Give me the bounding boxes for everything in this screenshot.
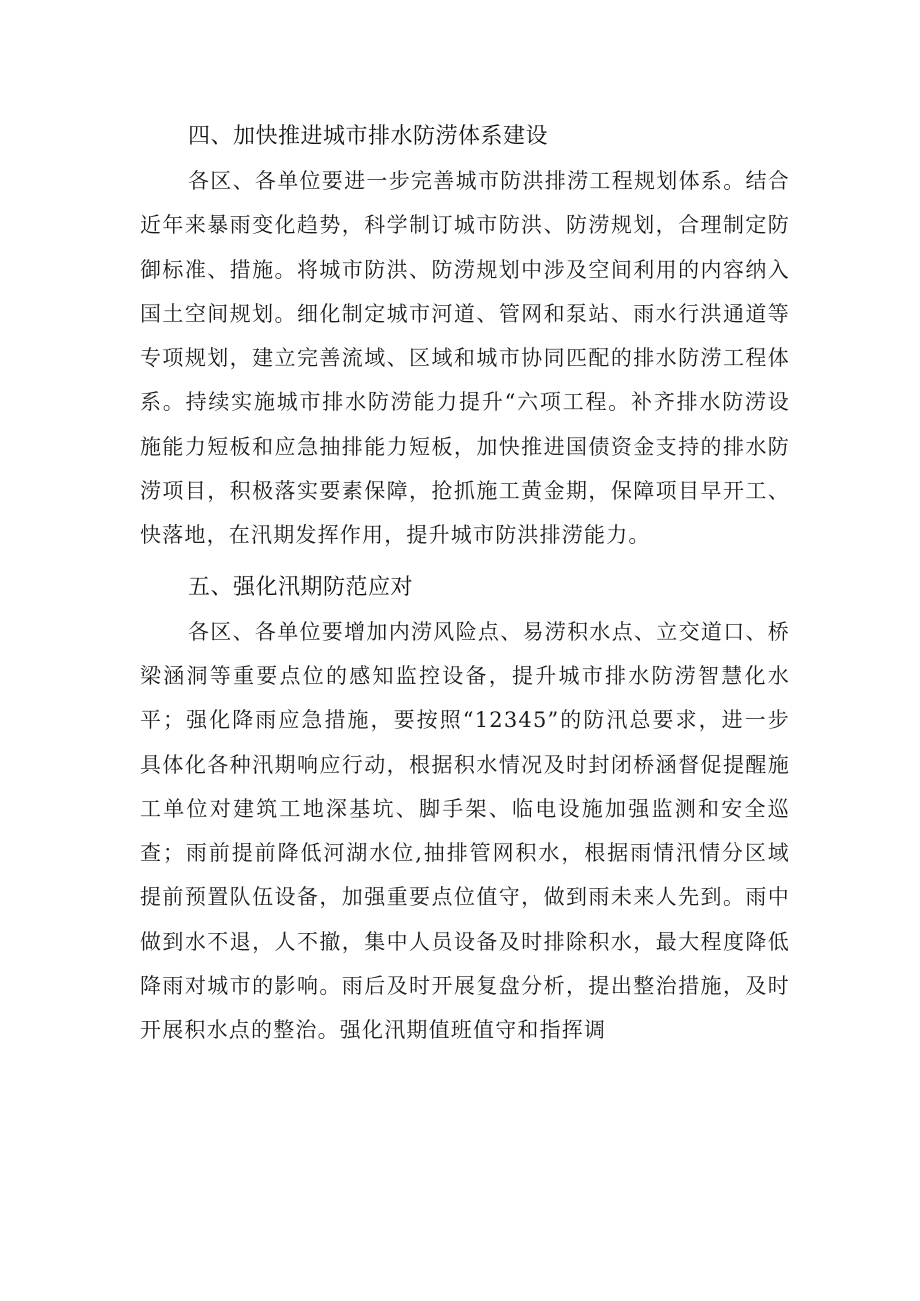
section-heading-4: 四、加快推进城市排水防涝体系建设 xyxy=(188,124,549,149)
section-heading-5: 五、强化汛期防范应对 xyxy=(188,574,414,600)
document-body xyxy=(140,115,790,1053)
section-paragraph-5: 各区、各单位要增加内涝风险点、易涝积水点、立交道口、桥梁涵洞等重要点位的感知监控设备，提升城市排水防涝智慧化水平；强化降雨应急措施，要按照“12345”的防汛总要求，进一步具体化各种汛期响应行动，根据积水情况及时封闭桥涵督促提醒施工单位对建筑工地深基坑、脚手架、临电设施加强监测和安全巡查；雨前提前降低河湖水位,抽排管网积水，根据雨情汛情分区域提前预置队伍设备，加强重要点位值守，做到雨未来人先到。雨中做到水不退，人不撤，集中人员设备及时排除积水，最大程度降低降雨对城市的影响。雨后及时开展复盘分析，提出整治措施，及时开展积水点的整治。强化汛期值班值守和指挥调 xyxy=(140,619,790,1043)
section-paragraph-4: 各区、各单位要进一步完善城市防洪排涝工程规划体系。结合近年来暴雨变化趋势，科学制订城市防洪、防涝规划，合理制定防御标准、措施。将城市防洪、防涝规划中涉及空间利用的内容纳入国土空间规划。细化制定城市河道、管网和泵站、雨水行洪通道等专项规划，建立完善流域、区域和城市协同匹配的排水防涝工程体系。持续实施城市排水防涝能力提升“六项工程。补齐排水防涝设施能力短板和应急抽排能力短板，加快推进国债资金支持的排水防涝项目，积极落实要素保障，抢抓施工黄金期，保障项目早开工、快落地，在汛期发挥作用，提升城市防洪排涝能力。 xyxy=(140,169,790,548)
section-gap xyxy=(140,558,790,566)
